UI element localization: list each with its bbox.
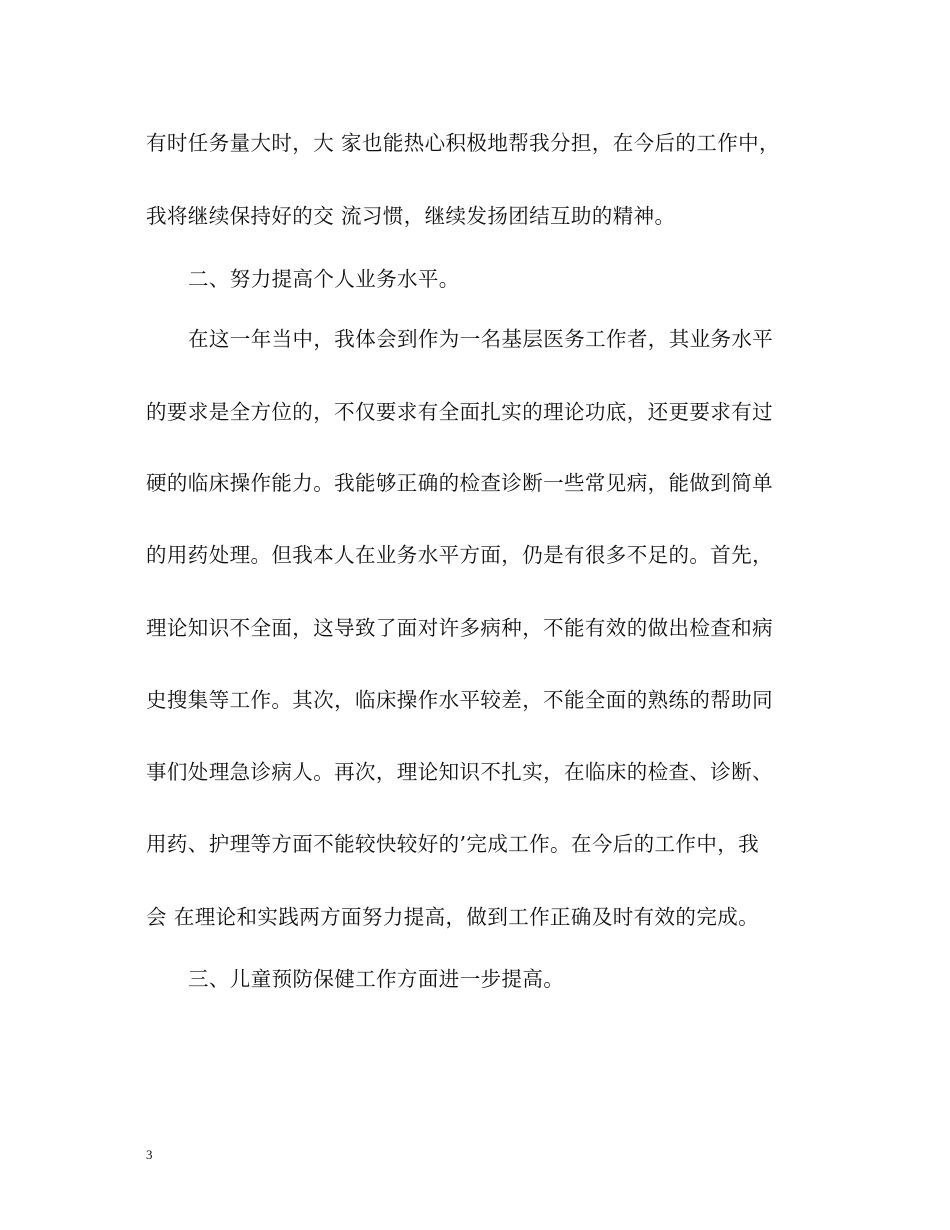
text-line: 在这一年当中，我体会到作为一名基层医务工作者，其业务水平 bbox=[188, 327, 774, 351]
text-line: 理论知识不全面，这导致了面对许多病种，不能有效的做出检查和病 bbox=[146, 616, 773, 640]
text-line: 用药、护理等方面不能较快较好的’完成工作。在今后的工作中，我 bbox=[146, 832, 760, 856]
text-line: 会 在理论和实践两方面努力提高，做到工作正确及时有效的完成。 bbox=[146, 905, 760, 929]
text-line: 史搜集等工作。其次，临床操作水平较差，不能全面的熟练的帮助同 bbox=[146, 688, 773, 712]
text-line: 硬的临床操作能力。我能够正确的检查诊断一些常见病，能做到简单 bbox=[146, 471, 773, 495]
text-line: 的用药处理。但我本人在业务水平方面，仍是有很多不足的。首先， bbox=[146, 543, 773, 567]
section-heading: 二、努力提高个人业务水平。 bbox=[188, 267, 460, 291]
text-line: 事们处理急诊病人。再次，理论知识不扎实，在临床的检查、诊断、 bbox=[146, 760, 773, 784]
page-number: 3 bbox=[146, 1147, 153, 1162]
section-heading: 三、儿童预防保健工作方面进一步提高。 bbox=[188, 967, 565, 991]
text-line: 的要求是全方位的，不仅要求有全面扎实的理论功底，还更要求有过 bbox=[146, 400, 773, 424]
text-line: 我将继续保持好的交 流习惯，继续发扬团结互助的精神。 bbox=[146, 204, 676, 228]
text-line: 有时任务量大时，大 家也能热心积极地帮我分担，在今后的工作中， bbox=[146, 131, 780, 155]
